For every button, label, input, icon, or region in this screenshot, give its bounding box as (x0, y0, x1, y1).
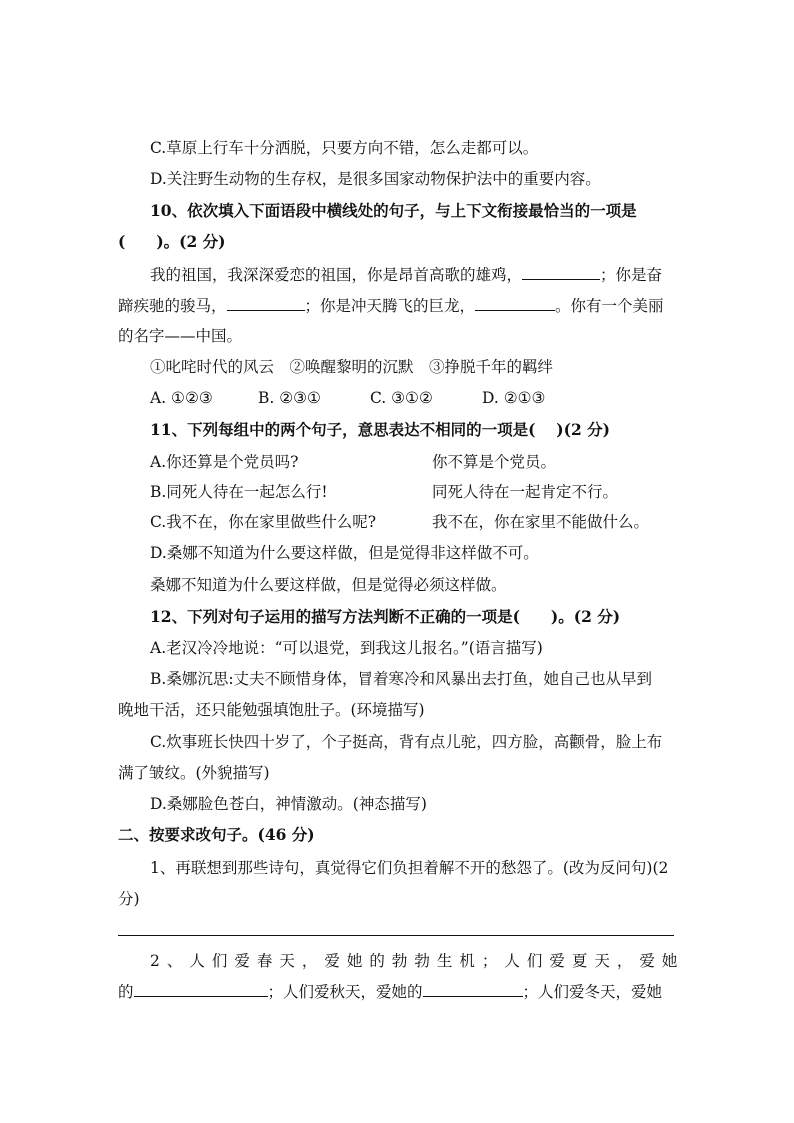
answer-blank[interactable] (423, 982, 523, 997)
q11-option-a (150, 452, 710, 472)
s2-q2-line2 (118, 982, 678, 1002)
s2-q1-line1: 1、再联想到那些诗句，真觉得它们负担着解不开的愁怨了。(改为反问句)(2 (150, 859, 669, 877)
q10-passage-line2 (118, 296, 678, 316)
answer-blank[interactable] (475, 296, 555, 311)
q11-option-c (150, 512, 710, 532)
q11-option-b (150, 482, 710, 502)
s2-q2-text: 的 (118, 983, 134, 1001)
q10-items: ①叱咤时代的风云 ②唤醒黎明的沉默 ③挣脱千年的羁绊 (150, 358, 554, 376)
q11-a-sentence1: A.你还算是个党员吗? (150, 453, 299, 471)
q9-option-c: C.草原上行车十分洒脱，只要方向不错，怎么走都可以。 (150, 139, 539, 157)
q12-option-c1: C.炊事班长快四十岁了，个子挺高，背有点儿驼，四方脸，高颧骨，脸上布 (150, 733, 663, 751)
q9-option-d: D.关注野生动物的生存权，是很多国家动物保护法中的重要内容。 (150, 170, 601, 188)
q10-passage-text: 我的祖国，我深深爱恋的祖国，你是昂首高歌的雄鸡， (150, 266, 523, 284)
s2-q2-text: ；人们爱秋天，爱她的 (267, 983, 423, 1001)
q12-option-a: A.老汉冷冷地说：“可以退党，到我这儿报名。”(语言描写) (150, 639, 543, 657)
q12-title: 12、下列对句子运用的描写方法判断不正确的一项是( )。(2 分) (150, 607, 621, 626)
q11-a-sentence2: 你不算是个党员。 (432, 453, 557, 471)
q10-option-b: B. ②③① (258, 389, 321, 407)
q12-option-c2: 满了皱纹。(外貌描写) (118, 764, 270, 782)
answer-blank[interactable] (134, 982, 268, 997)
q10-option-a: A. ①②③ (150, 389, 213, 407)
q10-passage-text: 。你有一个美丽 (555, 297, 664, 315)
answer-line[interactable] (118, 935, 674, 936)
q11-c-sentence1: C.我不在，你在家里做些什么呢? (150, 513, 377, 531)
q10-passage-line3: 的名字——中国。 (118, 327, 243, 345)
q10-passage-text: ；你是奋 (600, 266, 663, 284)
q12-option-d: D.桑娜脸色苍白，神情激动。(神态描写) (150, 795, 427, 813)
answer-blank[interactable] (227, 296, 305, 311)
q10-passage-text: ；你是冲天腾飞的巨龙， (304, 297, 476, 315)
q10-passage-line1 (150, 265, 710, 285)
q10-title: 10、依次填入下面语段中横线处的句子，与上下文衔接最恰当的一项是 (150, 201, 637, 220)
s2-q2-line1: 2、人们爱春天，爱她的勃勃生机；人们爱夏天，爱她 (150, 952, 685, 970)
q12-option-b2: 晚地干活，还只能勉强填饱肚子。(环境描写) (118, 701, 425, 719)
q11-b-sentence2: 同死人待在一起肯定不行。 (432, 483, 619, 501)
s2-q2-text: ；人们爱冬天，爱她 (522, 983, 663, 1001)
q12-option-b1: B.桑娜沉思:丈夫不顾惜身体，冒着寒冷和风暴出去打鱼，她自己也从早到 (150, 670, 653, 688)
section2-title: 二、按要求改句子。(46 分) (118, 825, 315, 844)
answer-blank[interactable] (522, 265, 600, 280)
q10-title-cont: ( )。(2 分) (118, 232, 226, 251)
q10-option-c: C. ③①② (370, 389, 433, 407)
q11-title: 11、下列每组中的两个句子，意思表达不相同的一项是( )(2 分) (150, 420, 610, 439)
q11-b-sentence1: B.同死人待在一起怎么行! (150, 483, 328, 501)
q11-option-d2: 桑娜不知道为什么要这样做，但是觉得必须这样做。 (150, 576, 507, 594)
q10-passage-text: 蹄疾驰的骏马， (118, 297, 227, 315)
q10-options (150, 388, 710, 408)
q11-c-sentence2: 我不在，你在家里不能做什么。 (432, 513, 650, 531)
s2-q1-line2: 分) (118, 890, 140, 908)
q11-option-d1: D.桑娜不知道为什么要这样做，但是觉得非这样做不可。 (150, 544, 539, 562)
q10-option-d: D. ②①③ (482, 389, 546, 407)
